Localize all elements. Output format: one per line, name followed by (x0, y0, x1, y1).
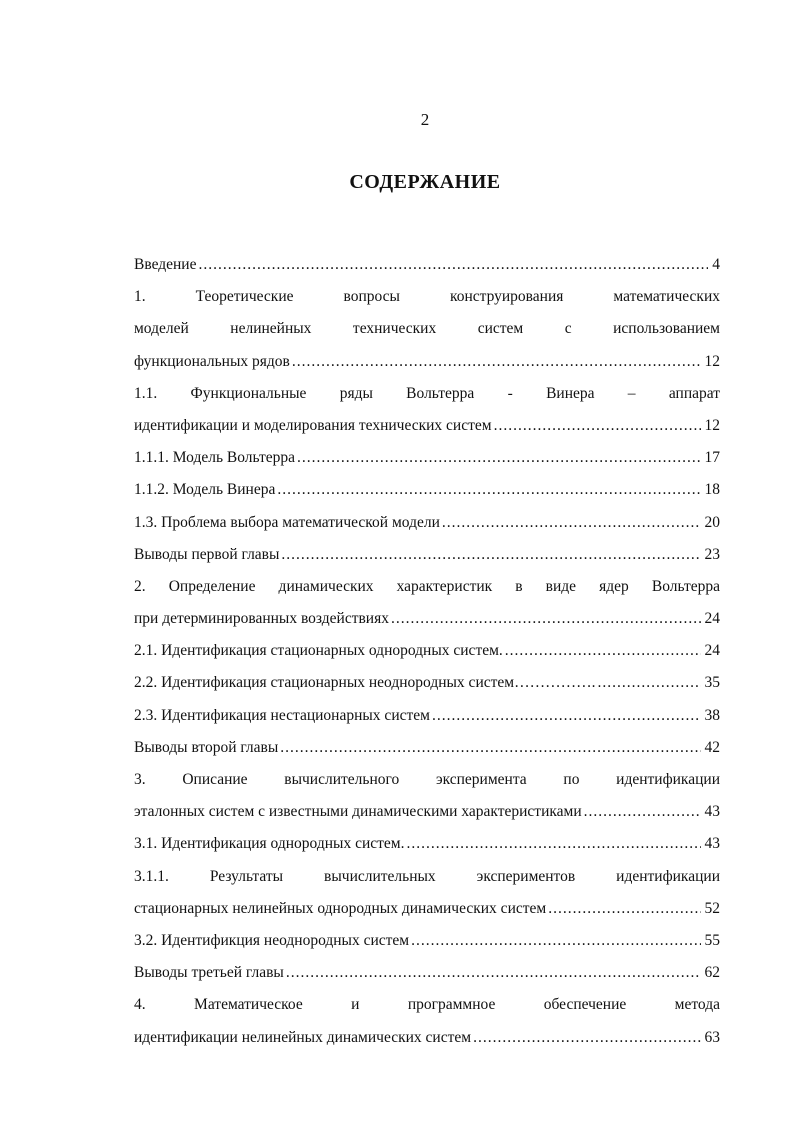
dot-leader (280, 737, 700, 759)
toc-page-number: 18 (704, 481, 720, 499)
toc-entry-chapter-2-line-2 (134, 608, 720, 640)
toc-entry-chapter-3-line-2 (134, 801, 720, 833)
toc-page-number: 38 (704, 706, 720, 724)
toc-entry-section-3-1-1-line-2 (134, 898, 720, 930)
dot-leader (286, 962, 701, 984)
toc-page-number: 43 (704, 803, 720, 821)
toc-entry-section-3-1-1-line-1: 3.1.1. Результаты вычислительных экспериментов идентификации (134, 867, 720, 885)
dot-leader (292, 351, 701, 373)
toc-entry-chapter-2-line-1: 2. Определение динамических характеристик в виде ядер Вольтерра (134, 577, 720, 595)
toc-entry-text: функциональных рядов (134, 352, 290, 370)
toc-entry-text: Выводы второй главы (134, 738, 279, 756)
toc-entry-chapter-4-line-1: 4. Математическое и программное обеспечение метода (134, 996, 720, 1014)
toc-entry-text: идентификации нелинейных динамических систем (134, 1028, 472, 1046)
toc-entry-conclusions-2 (134, 737, 720, 769)
toc-page-number: 62 (704, 964, 720, 982)
dot-leader (505, 640, 701, 662)
dot-leader (597, 672, 700, 694)
toc-entry-section-1-1-line-2 (134, 415, 720, 447)
toc-entry-text: Введение (134, 256, 197, 273)
dot-leader (494, 415, 701, 437)
toc-entry-section-1-1-2 (134, 479, 720, 511)
toc-page-number: 17 (704, 449, 720, 467)
dot-leader (281, 544, 700, 566)
toc-entry-text: эталонных систем с известными динамическими характеристиками (134, 803, 582, 821)
toc-page-number: 24 (704, 642, 720, 660)
toc-entry-chapter-1-line-2: моделей нелинейных технических систем с использованием (134, 320, 720, 338)
toc-page-number: 55 (704, 931, 720, 949)
toc-entry-text: 2.1. Идентификация стационарных однородных систем. (134, 642, 503, 660)
toc-page-number: 12 (704, 352, 720, 370)
toc-entry-conclusions-1 (134, 544, 720, 576)
toc-page-number: 35 (704, 674, 720, 692)
toc-entry-section-1-3 (134, 512, 720, 544)
toc-entry-conclusions-3 (134, 962, 720, 994)
dot-leader (277, 479, 700, 501)
toc-entry-intro (134, 254, 720, 286)
toc-entry-text: Выводы первой главы (134, 545, 280, 563)
toc-entry-chapter-1-line-1: 1. Теоретические вопросы конструирования математических (134, 288, 720, 306)
toc-page-number: 23 (704, 545, 720, 563)
toc-entry-chapter-3-line-1: 3. Описание вычислительного эксперимента по идентификации (134, 771, 720, 788)
toc-entry-section-3-2 (134, 930, 720, 962)
toc-entry-section-3-1 (134, 833, 720, 865)
dot-leader (391, 608, 701, 630)
toc-entry-text: идентификации и моделирования технических систем (134, 416, 492, 434)
toc-entry-text: 1.1.2. Модель Винера (134, 481, 276, 499)
dot-leader (198, 254, 708, 276)
dot-leader (406, 833, 700, 855)
toc-entry-chapter-1-line-3 (134, 351, 720, 383)
table-of-contents (134, 254, 720, 1059)
dot-leader (548, 898, 700, 920)
dot-leader (411, 930, 700, 952)
toc-entry-section-2-1 (134, 640, 720, 672)
toc-entry-chapter-4-line-2 (134, 1027, 720, 1059)
toc-entry-text: 2.2. Идентификация стационарных неоднородных систем……………. (134, 674, 596, 692)
dot-leader (297, 447, 700, 469)
dot-leader (432, 705, 701, 727)
toc-entry-text: Выводы третьей главы (134, 964, 284, 982)
toc-entry-section-2-3 (134, 705, 720, 737)
dot-leader (473, 1027, 700, 1049)
toc-entry-text: 2.3. Идентификация нестационарных систем (134, 706, 430, 724)
toc-page-number: 42 (704, 738, 720, 756)
toc-entry-section-1-1-1 (134, 447, 720, 479)
toc-page-number: 24 (704, 610, 720, 628)
toc-page-number: 4 (712, 256, 720, 273)
toc-entry-text: стационарных нелинейных однородных динамических систем (134, 899, 547, 917)
toc-page-number: 63 (704, 1028, 720, 1046)
page-title: СОДЕРЖАНИЕ (349, 171, 501, 193)
toc-entry-section-1-1-line-1: 1.1. Функциональные ряды Вольтерра - Винера – аппарат (134, 384, 720, 402)
toc-page-number: 20 (704, 513, 720, 531)
toc-entry-text: при детерминированных воздействиях (134, 610, 389, 628)
toc-page-number: 52 (704, 899, 720, 917)
dot-leader (584, 801, 701, 823)
toc-entry-text: 1.1.1. Модель Вольтерра (134, 449, 296, 467)
toc-entry-text: 3.1. Идентификация однородных систем. (134, 835, 405, 853)
toc-entry-section-2-2 (134, 672, 720, 704)
toc-page-number: 12 (704, 416, 720, 434)
toc-entry-text: 3.2. Идентификция неоднородных систем (134, 931, 410, 949)
toc-entry-text: 1.3. Проблема выбора математической модели (134, 513, 440, 531)
toc-page-number: 43 (704, 835, 720, 853)
dot-leader (442, 512, 701, 534)
page-number: 2 (420, 110, 430, 129)
